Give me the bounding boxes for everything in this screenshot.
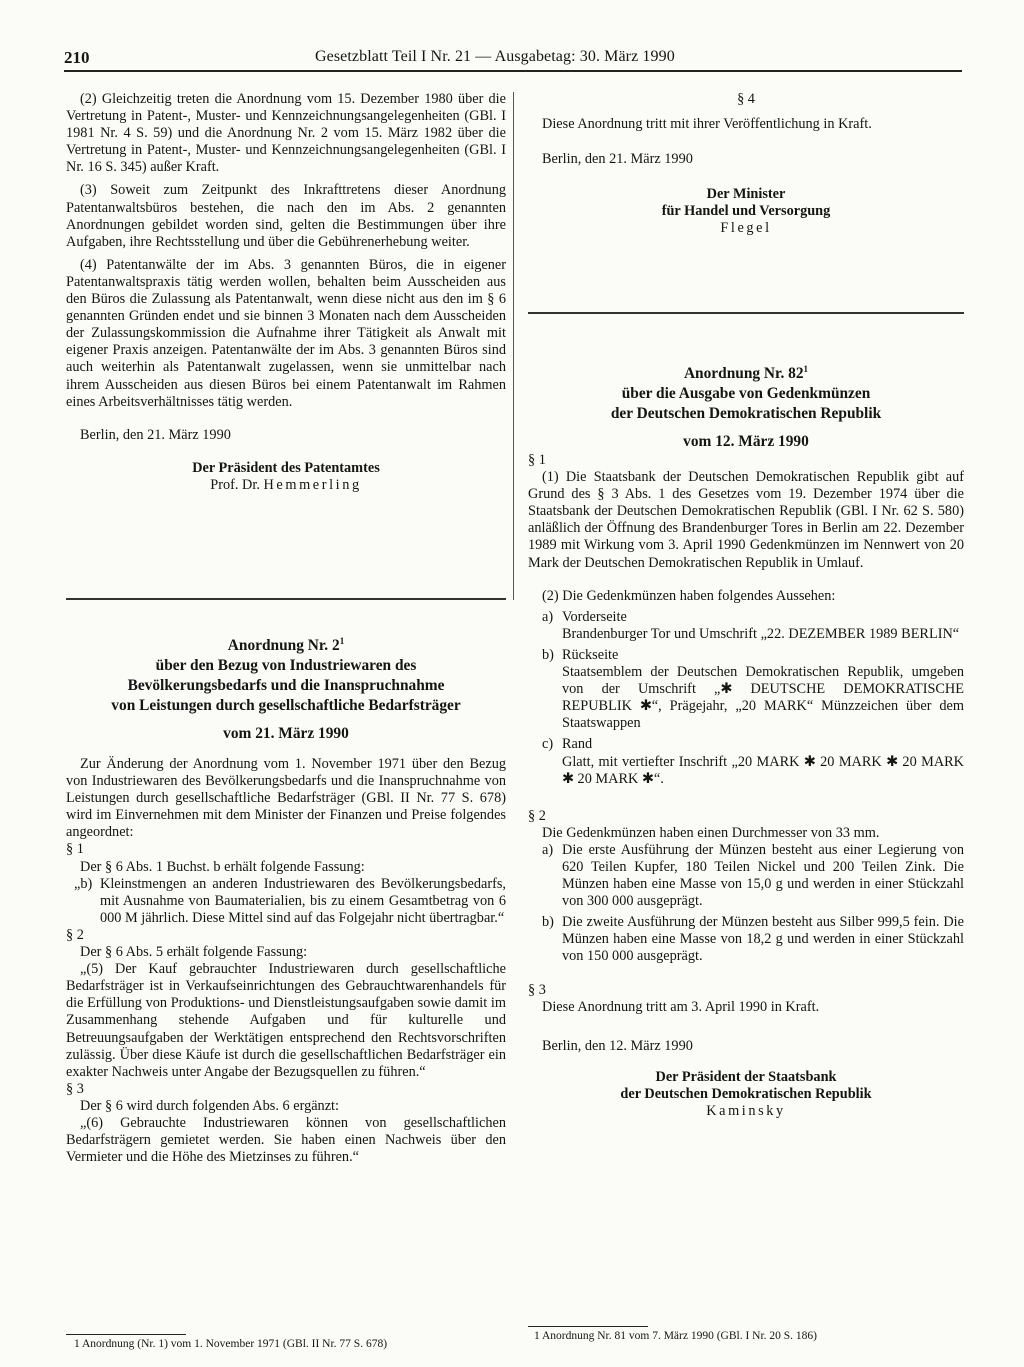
title-line-1: Anordnung Nr. $2^1$ (227, 635, 345, 654)
section-2-item-b (528, 914, 964, 965)
footnote-marker: 1 (339, 635, 345, 646)
place-date-1: Berlin, den 21. März 1990 (542, 151, 693, 168)
page-header (64, 46, 962, 72)
left-column-upper (66, 91, 506, 494)
item-b (528, 647, 964, 732)
section-3-amendment: „(6) Gebrauchte Industriewaren können von gesellschaftlichen Bedarfsträgern gemietet werden. Sie haben einen Nachweis über den Vermieter und die Höhe des Mietzinses zu führen.“ (66, 1114, 506, 1166)
section-2-intro: Der § 6 Abs. 5 erhält folgende Fassung: (80, 944, 308, 961)
section-2-intro: Die Gedenkmünzen haben einen Durchmesser von 33 mm. (542, 824, 880, 841)
right-column-lower (528, 364, 964, 1120)
regulation-title (66, 636, 506, 716)
title-line-4: von Leistungen durch gesellschaftliche Bedarfsträger (111, 697, 461, 714)
page-number: 210 (64, 48, 90, 67)
section-3-heading: § 3 (528, 981, 546, 998)
paragraph-2: (2) Gleichzeitig treten die Anordnung vom 15. Dezember 1980 über die Vertretung in Patent-, Muster- und Kennzeichnungsangelegenheiten (GBl. I 1981 Nr. 4 S. 59) und die Anordnung Nr. 2 vom 15. März 1982 über die Vertretung in Patent-, Muster- und Kennzeichnungsangelegenheiten (GBl. I Nr. 16 S. 345) außer Kraft. (66, 91, 506, 176)
item-text: Die zweite Ausführung der Münzen besteht aus Silber 999,5 fein. Die Münzen haben eine Masse von 18,2 g und werden in einer Stückzahl von 150 000 ausgeprägt. (562, 914, 964, 965)
regulation-title-right (528, 364, 964, 424)
item-label: c) (542, 736, 554, 753)
running-head: Gesetzblatt Teil I Nr. 21 — Ausgabetag: 30. März 1990 (315, 48, 675, 65)
section-1-paragraph-1: (1) Die Staatsbank der Deutschen Demokratischen Republik gibt auf Grund des § 3 Abs. 1 des Gesetzes vom 19. Dezember 1974 über die Staatsbank der Deutschen Demokratischen Republik (GBl. I Nr. 62 S. 580) anläßlich der Öffnung des Brandenburger Tores in Berlin am 22. Dezember 1989 mit Wirkung vom 3. April 1990 Gedenkmünzen im Nennwert von 20 Mark der Deutschen Demokratischen Republik in Umlauf. (528, 469, 964, 571)
regulation-date: vom 21. März 1990 (223, 725, 349, 742)
title-line-3: der Deutschen Demokratischen Republik (610, 405, 882, 422)
section-3-intro: Der § 6 wird durch folgenden Abs. 6 ergänzt: (80, 1097, 339, 1114)
section-2-heading: § 2 (528, 807, 546, 824)
signer-1-line-1: Der Minister (706, 186, 786, 203)
signer-prefix: Prof. Dr. (210, 476, 260, 493)
signer-office: Der Präsident des Patentamtes (192, 459, 380, 476)
paragraph-3: (3) Soweit zum Zeitpunkt des Inkrafttretens dieser Anordnung Patentanwaltsbüros bestehen, die nach den im Abs. 2 genannten Anordnungen gebildet worden sind, gelten die Bestimmungen über ihre Aufgaben, ihre Rechtsstellung und über die Gebührenerhebung weiter. (66, 182, 506, 250)
paragraph-4: (4) Patentanwälte der im Abs. 3 genannten Büros, die in eigener Patentanwaltspraxis tätig werden wollen, behalten beim Ausscheiden aus den Büros die Zulassung als Patentanwalt, wenn diese nicht aus den im § 6 genannten Gründen endet und sie binnen 3 Monaten nach dem Ausscheiden der Zulassungskommission die Aufnahme ihrer Tätigkeit als Anwalt mit eigener Praxis anzeigen. Patentanwälte der im Abs. 3 genannten Büros sind auch weiterhin als Patentanwalt zugelassen, wenn sie unmittelbar nach ihrem Ausscheiden aus diesen Büros bei einem Patentanwalt im Rahmen eines Arbeitsverhältnisses tätig werden. (66, 256, 506, 410)
footnote-right: 1 Anordnung Nr. 81 vom 7. März 1990 (GBl. I Nr. 20 S. 186) (534, 1330, 818, 1342)
regulation-date-right: vom 12. März 1990 (683, 433, 809, 450)
section-1-heading: § 1 (528, 452, 546, 468)
section-2-amendment: „(5) Der Kauf gebrauchter Industriewaren durch gesellschaftliche Bedarfsträger ist in Verkaufseinrichtungen des Gebrauchtwarenhandels für die Erfüllung von Produktions- und Dienstleistungsaufgaben sowie damit im Zusammenhang stehende Aufgaben und für kulturelle und Betreuungsaufgaben der Werktätigen entsprechend den Rechtsvorschriften zulässig. Über diese Käufe ist durch die gesellschaftlichen Bedarfsträger ein exakter Nachweis unter Angabe der Bezugsquellen zu führen.“ (66, 961, 506, 1080)
item-label: b) (542, 646, 554, 663)
item-label: a) (542, 608, 554, 625)
item-text: Glatt, mit vertiefter Inschrift „20 MARK ✱ 20 MARK ✱ 20 MARK ✱ 20 MARK ✱“. (562, 753, 964, 787)
section-4-text: Diese Anordnung tritt mit ihrer Veröffentlichung in Kraft. (542, 116, 872, 133)
signer-2-name: Kaminsky (706, 1103, 786, 1119)
signer-2-line-2: der Deutschen Demokratischen Republik (620, 1085, 872, 1102)
section-1-paragraph-2: (2) Die Gedenkmünzen haben folgendes Aussehen: (542, 587, 836, 604)
title-line-3: Bevölkerungsbedarfs und die Inanspruchnahme (127, 677, 445, 694)
section-3-text: Diese Anordnung tritt am 3. April 1990 in Kraft. (542, 998, 820, 1015)
footnote-marker: 1 (803, 363, 809, 374)
section-2-heading: § 2 (66, 926, 84, 943)
item-c (528, 736, 964, 787)
section-1-heading: § 1 (66, 841, 84, 858)
section-divider-left (66, 598, 506, 600)
item-text: Staatsemblem der Deutschen Demokratischen Republik, umgeben von der Umschrift „✱ DEUTSCHE DEMOKRATISCHE REPUBLIK ✱“, Prägejahr, „20 MARK“ Münzzeichen über dem Staatswappen (562, 664, 964, 732)
section-divider-right (528, 312, 964, 314)
signer-name: Hemmerling (263, 476, 362, 493)
place-date-2: Berlin, den 12. März 1990 (542, 1037, 693, 1054)
item-title: Vorderseite (562, 608, 627, 625)
item-text: Die erste Ausführung der Münzen besteht aus einer Legierung von 620 Teilen Kupfer, 180 Teilen Nickel und 200 Teilen Zink. Die Münzen haben eine Masse von 15,0 g und werden in einer Stückzahl von 300 000 ausgeprägt. (562, 841, 964, 910)
title-line-2: über den Bezug von Industriewaren des (155, 657, 417, 674)
footnote-rule-right (528, 1326, 648, 1327)
signer-1-name: Flegel (720, 220, 772, 237)
item-label: b) (542, 914, 554, 931)
item-title: Rand (562, 736, 593, 753)
footnote-rule-left (66, 1334, 186, 1335)
item-label: a) (542, 841, 554, 858)
footnote-left: 1 Anordnung (Nr. 1) vom 1. November 1971 (GBl. II Nr. 77 S. 678) (74, 1338, 388, 1350)
preamble: Zur Änderung der Anordnung vom 1. November 1971 über den Bezug von Industriewaren des Bevölkerungsbedarfs und die Inanspruchnahme von Leistungen durch gesellschaftliche Bedarfsträger (GBl. II Nr. 77 S. 678) wird im Einvernehmen mit dem Minister der Finanzen und Preise folgendes angeordnet: (66, 756, 506, 841)
item-text: Kleinstmengen an anderen Industriewaren des Bevölkerungsbedarfs, mit Ausnahme von Baumaterialien, bis zu einem Gesamtbetrag von 6 000 M jährlich. Diese Mittel sind auf das Folgejahr nicht übertragbar.“ (100, 875, 506, 926)
right-column-upper (528, 91, 964, 238)
signer (66, 477, 506, 494)
section-1-amendment (66, 876, 506, 927)
column-divider (513, 92, 514, 600)
title-line-1: Anordnung Nr. $82^1$ (683, 363, 809, 382)
section-4-heading: § 4 (737, 91, 755, 107)
section-3-heading: § 3 (66, 1080, 84, 1097)
signer-2-line-1: Der Präsident der Staatsbank (655, 1068, 837, 1085)
signer-1-line-2: für Handel und Versorgung (661, 203, 831, 220)
left-column-lower (66, 636, 506, 1166)
item-a (528, 609, 964, 643)
section-2-item-a (528, 842, 964, 910)
item-title: Rückseite (562, 646, 619, 663)
item-label: „b) (74, 875, 93, 892)
item-text: Brandenburger Tor und Umschrift „22. DEZEMBER 1989 BERLIN“ (562, 625, 960, 642)
title-line-2: über die Ausgabe von Gedenkmünzen (621, 385, 871, 402)
place-date: Berlin, den 21. März 1990 (80, 426, 231, 443)
section-1-intro: Der § 6 Abs. 1 Buchst. b erhält folgende Fassung: (80, 858, 365, 875)
